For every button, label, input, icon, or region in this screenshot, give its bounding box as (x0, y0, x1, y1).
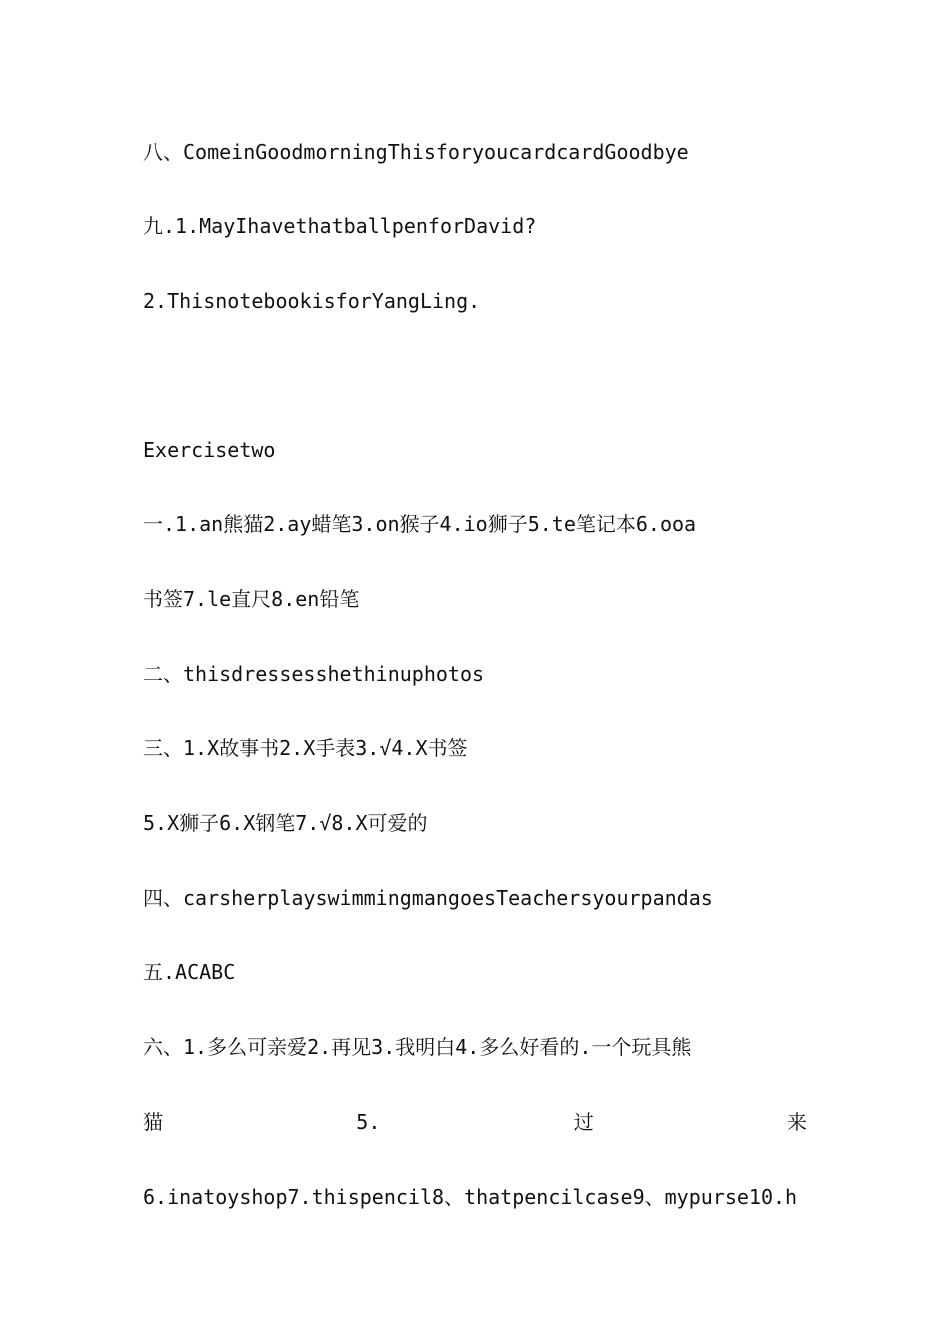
answer-line-1b: 书签7.le直尺8.en铅笔 (143, 587, 360, 611)
justified-word: 来 (786, 1110, 807, 1134)
section-heading: Exercisetwo (143, 438, 276, 462)
answer-line-3b: 5.X狮子6.X钢笔7.√8.X可爱的 (143, 811, 428, 835)
answer-line-5: 五.ACABC (143, 960, 236, 984)
answer-line-3a: 三、1.X故事书2.X手表3.√4.X书签 (143, 736, 468, 760)
answer-line-4: 四、carsherplayswimmingmangoesTeachersyourpandas (143, 886, 713, 910)
answer-line-6c: 6.inatoyshop7.thispencil8、thatpencilcase9、mypurse10.h (143, 1185, 798, 1209)
answer-line-2: 二、thisdressesshethinuphotos (143, 662, 485, 686)
justified-word: 猫 (143, 1110, 163, 1134)
answer-line-1a: 一.1.an熊猫2.ay蜡笔3.on猴子4.io狮子5.te笔记本6.ooa (143, 512, 697, 536)
justified-word: 过 (573, 1110, 594, 1134)
answer-line-6a: 六、1.多么可亲爱2.再见3.我明白4.多么好看的.一个玩具熊 (143, 1035, 692, 1059)
answer-line-8: 八、ComeinGoodmorningThisforyoucardcardGoodbye (143, 140, 689, 164)
answer-line-6b (143, 1108, 807, 1136)
answer-line-9-2: 2.ThisnotebookisforYangLing. (143, 289, 481, 313)
answer-line-9-1: 九.1.MayIhavethatballpenforDavid? (143, 214, 537, 238)
justified-word: 5. (356, 1110, 381, 1134)
